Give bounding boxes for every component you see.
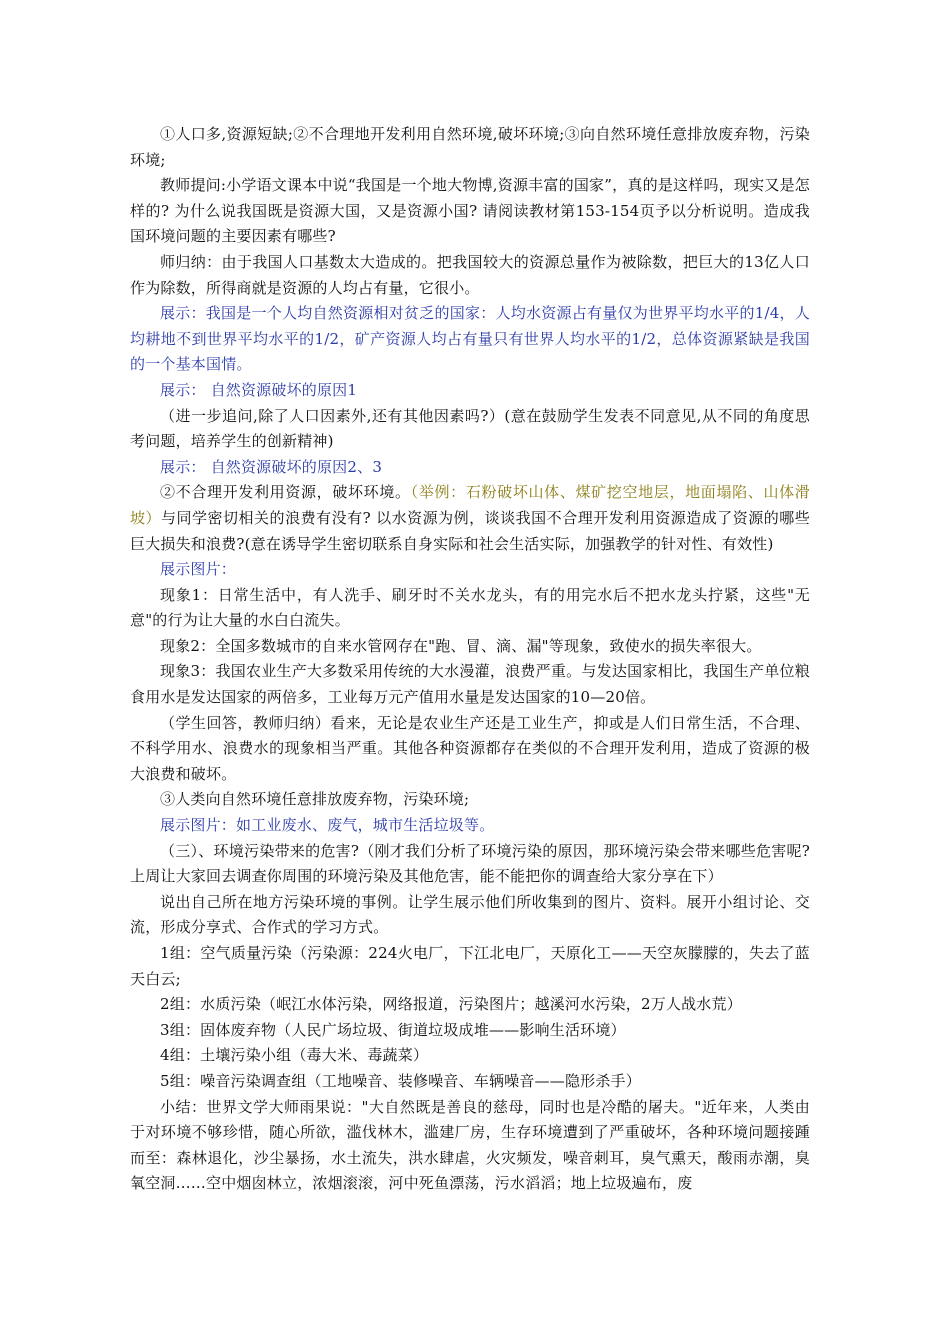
exploitation-example-text: （举例：石粉破坏山体、煤矿挖空地层，地面塌陷、山体滑坡） xyxy=(130,483,811,527)
paragraph-show-resources: 展示：我国是一个人均自然资源相对贫乏的国家：人均水资源占有量仅为世界平均水平的1/4，人均耕地不到世界平均水平的1/2，矿产资源人均占有量只有世界人均水平的1/2，总体资源紧缺是我国的一个基本国情。 xyxy=(130,304,810,374)
paragraph-group-5: 5组：噪音污染调查组（工地噪音、装修噪音、车辆噪音——隐形杀手） xyxy=(160,1071,641,1090)
exploitation-lead-text: ②不合理开发利用资源，破坏环境。 xyxy=(160,483,411,502)
paragraph-phenomenon-1: 现象1：日常生活中，有人洗手、刷牙时不关水龙头，有的用完水后不把水龙头拧紧，这些"无意"的行为让大量的水白白流失。 xyxy=(130,585,810,630)
paragraph-show-cause-2-3: 展示： 自然资源破坏的原因2、3 xyxy=(160,457,383,476)
paragraph-group-1: 1组：空气质量污染（污染源：224火电厂，下江北电厂，天原化工——天空灰朦朦的，失去了蓝天白云; xyxy=(130,944,810,988)
paragraph-conclusion: 小结：世界文学大师雨果说："大自然既是善良的慈母，同时也是冷酷的屠夫。"近年来，人类由于对环境不够珍惜，随心所欲，滥伐林木，滥建厂房，生存环境遭到了严重破坏，各种环境问题接踵而至：森林退化，沙尘暴扬，水土流失，洪水肆虐，火灾频发，噪音刺耳，臭气熏天，酸雨赤潮，臭氧空洞……空中烟囱林立，浓烟滚滚，河中死鱼漂荡，污水滔滔；地上垃圾遍布，废 xyxy=(130,1097,810,1193)
exploitation-follow-text: 与同学密切相关的浪费有没有? 以水资源为例，谈谈我国不合理开发利用资源造成了资源的哪些巨大损失和浪费?(意在诱导学生密切联系自身实际和社会生活实际，加强教学的针对性、有效性) xyxy=(130,508,810,553)
paragraph-pollution-cause: ③人类向自然环境任意排放废弃物，污染环境; xyxy=(160,790,470,809)
paragraph-section-three: （三）、环境污染带来的危害?（刚才我们分析了环境污染的原因，那环境污染会带来哪些危害呢? 上周让大家回去调查你周围的环境污染及其他危害，能不能把你的调查给大家分享在下） xyxy=(130,841,810,886)
paragraph-phenomenon-3: 现象3：我国农业生产大多数采用传统的大水漫灌，浪费严重。与发达国家相比，我国生产单位粮食用水是发达国家的两倍多，工业每万元产值用水量是发达国家的10—20倍。 xyxy=(130,662,810,707)
paragraph-group-activity: 说出自己所在地方污染环境的事例。让学生展示他们所收集到的图片、资料。展开小组讨论、交流，形成分享式、合作式的学习方式。 xyxy=(130,892,810,937)
paragraph-group-4: 4组：土壤污染小组（毒大米、毒蔬菜） xyxy=(160,1046,429,1065)
paragraph-show-pictures: 展示图片： xyxy=(160,560,237,579)
paragraph-group-3: 3组：固体废弃物（人民广场垃圾、街道垃圾成堆——影响生活环境） xyxy=(160,1020,626,1039)
paragraph-teacher-question: 教师提问:小学语文课本中说“我国是一个地大物博,资源丰富的国家”，真的是这样吗，现实又是怎样的? 为什么说我国既是资源大国，又是资源小国? 请阅读教材第153-154页予以分析说明。造成我国环境问题的主要因素有哪些? xyxy=(130,176,810,246)
paragraph-teacher-summary: 师归纳：由于我国人口基数太大造成的。把我国较大的资源总量作为被除数，把巨大的13亿人口作为除数，所得商就是资源的人均占有量，它很小。 xyxy=(130,252,810,297)
paragraph-show-pollution-pictures: 展示图片：如工业废水、废气，城市生活垃圾等。 xyxy=(160,816,495,835)
paragraph-show-cause-1: 展示： 自然资源破坏的原因1 xyxy=(160,380,358,399)
paragraph-follow-up-question: （进一步追问,除了人口因素外,还有其他因素吗?）(意在鼓励学生发表不同意见,从不同的角度思考问题，培养学生的创新精神) xyxy=(130,406,810,451)
paragraph-group-2: 2组：水质污染（岷江水体污染，网络报道，污染图片；越溪河水污染，2万人战水荒） xyxy=(160,995,742,1014)
paragraph-phenomenon-2: 现象2：全国多数城市的自来水管网存在"跑、冒、滴、漏"等现象，致使水的损失率很大。 xyxy=(160,636,762,655)
paragraph-student-answer: （学生回答，教师归纳）看来，无论是农业生产还是工业生产，抑或是人们日常生活，不合理、不科学用水、浪费水的现象相当严重。其他各种资源都存在类似的不合理开发利用，造成了资源的极大浪费和破坏。 xyxy=(130,713,810,783)
paragraph-causes-list: ①人口多,资源短缺;②不合理地开发利用自然环境,破坏环境;③向自然环境任意排放废弃物，污染环境; xyxy=(130,125,810,169)
document-page xyxy=(130,122,810,1197)
paragraph-unreasonable-exploitation xyxy=(130,480,810,557)
